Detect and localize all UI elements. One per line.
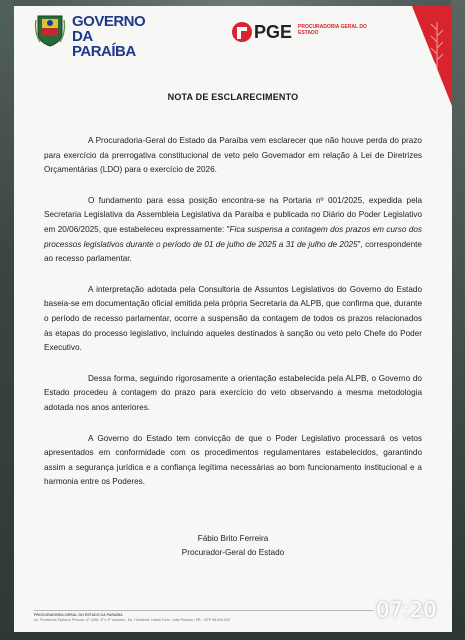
plant-ornament-icon xyxy=(428,20,446,78)
paragraph-2-after: ", correspondente ao recesso parlamentar. xyxy=(44,239,422,264)
paragraph-2-before: O fundamento para essa posição encontra-se na Portaria nº 001/2025, expedida pela Secretaria Legislativa da Assembleia Legislativa da Paraíba e publicada no Diário do Poder Legislativo em 20/06/2025, que estabeleceu expressamente: " xyxy=(44,195,422,234)
footer-org: PROCURADORIA-GERAL DO ESTADO DA PARAÍBA xyxy=(34,613,123,617)
paragraph-1: A Procuradoria-Geral do Estado da Paraíba vem esclarecer que não houve perda do prazo para exercício da prerrogativa constitucional de veto pelo Governador em relação à Lei de Diretrizes Orçamentárias (LDO) para o exercício de 2026. xyxy=(44,136,422,175)
gov-logo-line2: DA PARAÍBA xyxy=(72,28,136,60)
paragraph-2 xyxy=(44,194,422,267)
signature-block xyxy=(14,532,452,560)
document-footer xyxy=(34,613,394,623)
video-timestamp: 07:20 xyxy=(376,598,437,622)
paragraph-2-quote: Fica suspensa a contagem dos prazos em curso dos processos legislativos durante o período de 01 de julho de 2025 a 31 de julho de 2025 xyxy=(44,224,422,249)
pge-mark-icon xyxy=(230,18,254,46)
pge-logo xyxy=(230,18,370,48)
governo-da-paraiba-logo xyxy=(72,14,154,59)
document-body xyxy=(44,134,422,506)
pge-letters: PGE xyxy=(254,22,293,42)
letterhead xyxy=(34,12,414,60)
document-title: NOTA DE ESCLARECIMENTO xyxy=(167,92,299,102)
photo-background-bottom xyxy=(0,632,465,640)
paragraph-5: A Governo do Estado tem convicção de que o Poder Legislativo processará os vetos apresentados em conformidade com os procedimentos regulamentares estabelecidos, garantindo assim a segurança jurídica e a confiança legítima necessárias ao bom funcionamento institucional e a harmonia entre os Poderes. xyxy=(44,433,422,487)
footer-address: Av. Presidente Epitácio Pessoa, nº 1498, 3º e 4º andares - Ed. Hidrabelli, Ivânia Torre, João Pessoa / PB - CEP 58.040-000 xyxy=(34,618,231,622)
paragraph-4: Dessa forma, seguindo rigorosamente a orientação estabelecida pela ALPB, o Governo do Estado procedeu à contagem do prazo para exercício do veto observando a mesma metodologia adotada nos anos anteriores. xyxy=(44,373,422,412)
pge-subtitle: PROCURADORIA GERAL DO ESTADO xyxy=(298,24,367,36)
signatory-role: Procurador-Geral do Estado xyxy=(181,548,285,557)
photo-background-left xyxy=(0,0,14,640)
photo-background-right xyxy=(451,0,465,640)
gov-logo-line1: GOVERNO xyxy=(72,13,146,30)
coat-of-arms-icon xyxy=(34,12,66,48)
document-page xyxy=(14,6,452,632)
footer-divider xyxy=(34,610,374,611)
signatory-name: Fábio Brito Ferreira xyxy=(197,534,269,543)
paragraph-3: A interpretação adotada pela Consultoria de Assuntos Legislativos do Governo do Estado baseia-se em documentação oficial emitida pela própria Secretaria da ALPB, que confirma que, durante o período de recesso parlamentar, ocorre a suspensão da contagem de todos os prazos relacionados às etapas do processo legislativo, incluindo aqueles destinados à sanção ou veto pelo Chefe do Poder Executivo. xyxy=(44,284,422,353)
